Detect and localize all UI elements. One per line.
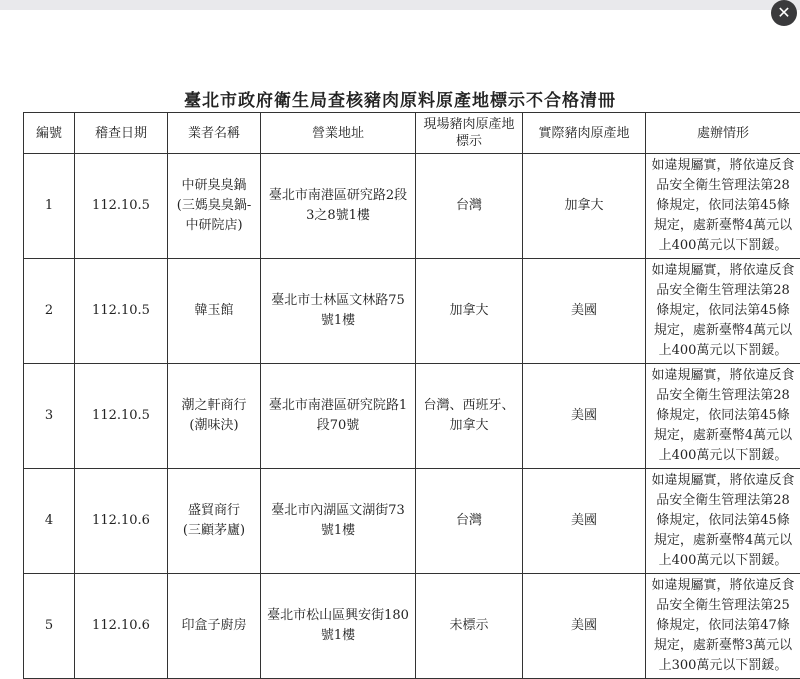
cell-actual-origin: 美國	[523, 364, 646, 469]
cell-handling: 如違規屬實，將依違反食品安全衛生管理法第28條規定，依同法第45條規定，處新臺幣4萬元以上400萬元以下罰鍰。	[646, 259, 800, 364]
business-alias: (三顧茅廬)	[172, 521, 256, 541]
table-row	[24, 259, 800, 364]
cell-business	[168, 574, 261, 679]
header-address: 營業地址	[261, 113, 416, 154]
header-date: 稽查日期	[75, 113, 168, 154]
violation-table	[23, 112, 800, 679]
cell-address: 臺北市士林區文林路75號1樓	[261, 259, 416, 364]
close-icon[interactable]: ✕	[771, 0, 797, 26]
business-name: 韓玉館	[194, 303, 233, 318]
cell-business	[168, 364, 261, 469]
cell-actual-origin: 美國	[523, 259, 646, 364]
cell-actual-origin: 加拿大	[523, 154, 646, 259]
business-name: 潮之軒商行	[181, 398, 246, 413]
table-row	[24, 364, 800, 469]
header-handling: 處辦情形	[646, 113, 800, 154]
cell-no: 3	[24, 364, 75, 469]
cell-labeled-origin: 台灣	[416, 154, 523, 259]
cell-date: 112.10.5	[75, 364, 168, 469]
cell-labeled-origin: 加拿大	[416, 259, 523, 364]
header-labeled-origin: 現場豬肉原產地標示	[416, 113, 523, 154]
cell-business	[168, 259, 261, 364]
cell-handling: 如違規屬實，將依違反食品安全衛生管理法第25條規定，依同法第47條規定，處新臺幣3萬元以上300萬元以下罰鍰。	[646, 574, 800, 679]
cell-date: 112.10.6	[75, 469, 168, 574]
viewer-top-bar	[0, 0, 800, 10]
business-name: 盛貿商行	[188, 503, 240, 518]
cell-labeled-origin: 台灣、西班牙、加拿大	[416, 364, 523, 469]
cell-date: 112.10.5	[75, 154, 168, 259]
header-business: 業者名稱	[168, 113, 261, 154]
table-row	[24, 574, 800, 679]
cell-business	[168, 154, 261, 259]
header-no: 編號	[24, 113, 75, 154]
cell-date: 112.10.5	[75, 259, 168, 364]
header-actual-origin: 實際豬肉原產地	[523, 113, 646, 154]
cell-address: 臺北市松山區興安街180號1樓	[261, 574, 416, 679]
cell-actual-origin: 美國	[523, 469, 646, 574]
table-row	[24, 154, 800, 259]
cell-date: 112.10.6	[75, 574, 168, 679]
business-alias: (潮味決)	[172, 416, 256, 436]
cell-no: 5	[24, 574, 75, 679]
cell-labeled-origin: 台灣	[416, 469, 523, 574]
table-header-row	[24, 113, 800, 154]
cell-handling: 如違規屬實，將依違反食品安全衛生管理法第28條規定，依同法第45條規定，處新臺幣4萬元以上400萬元以下罰鍰。	[646, 469, 800, 574]
table-row	[24, 469, 800, 574]
document-title: 臺北市政府衛生局查核豬肉原料原產地標示不合格清冊	[60, 86, 740, 111]
cell-address: 臺北市南港區研究路2段3之8號1樓	[261, 154, 416, 259]
cell-business	[168, 469, 261, 574]
business-name: 中研臭臭鍋	[181, 178, 246, 193]
cell-address: 臺北市內湖區文湖街73號1樓	[261, 469, 416, 574]
business-alias: (三媽臭臭鍋-中研院店)	[172, 196, 256, 236]
business-name: 印盒子廚房	[181, 618, 246, 633]
cell-address: 臺北市南港區研究院路1段70號	[261, 364, 416, 469]
cell-handling: 如違規屬實，將依違反食品安全衛生管理法第28條規定，依同法第45條規定，處新臺幣4萬元以上400萬元以下罰鍰。	[646, 154, 800, 259]
cell-labeled-origin: 未標示	[416, 574, 523, 679]
cell-actual-origin: 美國	[523, 574, 646, 679]
cell-no: 1	[24, 154, 75, 259]
cell-no: 2	[24, 259, 75, 364]
cell-handling: 如違規屬實，將依違反食品安全衛生管理法第28條規定，依同法第45條規定，處新臺幣4萬元以上400萬元以下罰鍰。	[646, 364, 800, 469]
cell-no: 4	[24, 469, 75, 574]
